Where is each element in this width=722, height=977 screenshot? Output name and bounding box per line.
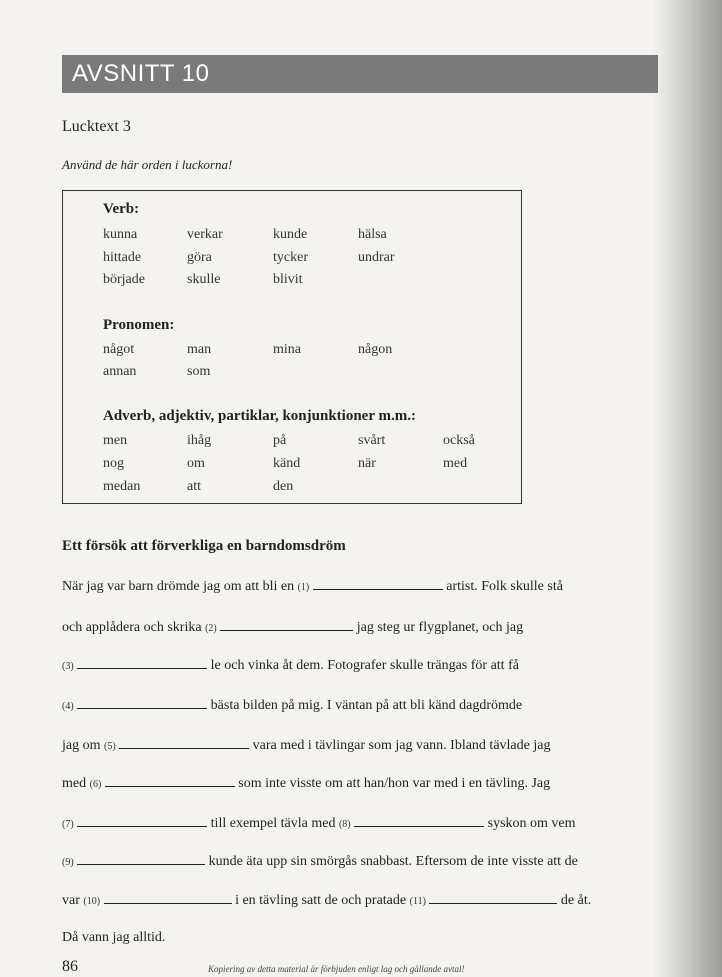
text-line [62, 891, 591, 909]
text-segment: de åt. [560, 893, 592, 908]
word: annan [103, 364, 137, 379]
section-banner [62, 55, 658, 93]
gap-number: (5) [104, 741, 116, 752]
word: om [187, 456, 205, 471]
text-segment: artist. Folk skulle stå [446, 579, 563, 594]
text-segment: till exempel tävla med [210, 816, 336, 831]
exercise-heading: Lucktext 3 [62, 118, 131, 135]
gap-number: (10) [83, 896, 101, 907]
text-segment: jag om [62, 738, 101, 753]
gap-blank-10[interactable] [104, 891, 232, 904]
instruction: Använd de här orden i luckorna! [62, 157, 233, 172]
gap-number: (7) [62, 819, 74, 830]
gap-number: (2) [205, 623, 217, 634]
word: verkar [187, 227, 223, 242]
text-segment: syskon om vem [487, 816, 576, 831]
word: den [273, 479, 294, 494]
text-segment: bästa bilden på mig. I väntan på att bli känd dagdrömde [210, 698, 523, 713]
text-segment: var [62, 893, 80, 908]
gap-blank-3[interactable] [77, 656, 207, 669]
gap-blank-9[interactable] [77, 852, 205, 865]
verb-title: Verb: [103, 201, 140, 217]
pronomen-title: Pronomen: [103, 317, 175, 333]
text-segment: jag steg ur flygplanet, och jag [356, 620, 524, 635]
word: på [273, 433, 287, 448]
copyright-note: Kopiering av detta material är förbjuden enligt lag och gällande avtal! [208, 964, 465, 974]
word: att [187, 479, 201, 494]
word: mina [273, 342, 301, 357]
text-line [62, 656, 519, 674]
text-title: Ett försök att förverkliga en barndomsdröm [62, 538, 346, 554]
adverb-title: Adverb, adjektiv, partiklar, konjunktioner m.m.: [103, 408, 416, 424]
word: ihåg [187, 433, 212, 448]
gap-number: (11) [409, 896, 426, 907]
text-line [62, 852, 578, 870]
gap-blank-11[interactable] [429, 891, 557, 904]
gap-number: (3) [62, 661, 74, 672]
text-line [62, 774, 550, 792]
word: hälsa [358, 227, 387, 242]
section-label: AVSNITT 10 [72, 60, 210, 87]
word: som [187, 364, 211, 379]
gap-blank-5[interactable] [119, 736, 249, 749]
word: började [103, 272, 145, 287]
word: nog [103, 456, 124, 471]
gap-number: (9) [62, 857, 74, 868]
text-line [62, 577, 563, 595]
text-segment: le och vinka åt dem. Fotografer skulle trängas för att få [210, 658, 519, 673]
gap-blank-8[interactable] [354, 814, 484, 827]
word: göra [187, 250, 212, 265]
gap-blank-4[interactable] [77, 696, 207, 709]
word: när [358, 456, 376, 471]
text-segment: med [62, 776, 87, 791]
text-segment: kunde äta upp sin smörgås snabbast. Eftersom de inte visste att de [208, 854, 578, 869]
gap-blank-1[interactable] [313, 577, 443, 590]
page-edge-shadow [652, 0, 722, 977]
text-segment: i en tävling satt de och pratade [235, 893, 407, 908]
text-line [62, 814, 576, 832]
word: undrar [358, 250, 395, 265]
word: blivit [273, 272, 303, 287]
word: med [443, 456, 468, 471]
text-segment: vara med i tävlingar som jag vann. Ibland tävlade jag [252, 738, 551, 753]
word: kunna [103, 227, 138, 242]
gap-number: (4) [62, 701, 74, 712]
text-line [62, 618, 523, 636]
word: men [103, 433, 128, 448]
page-number: 86 [62, 958, 78, 975]
text-line [62, 696, 522, 714]
word: medan [103, 479, 141, 494]
word: svårt [358, 433, 386, 448]
word: någon [358, 342, 393, 357]
gap-number: (8) [338, 819, 351, 830]
word: tycker [273, 250, 308, 265]
word-box [62, 190, 522, 504]
text-segment: och applådera och skrika [62, 620, 202, 635]
gap-number: (6) [89, 779, 102, 790]
gap-number: (1) [297, 582, 310, 593]
word: skulle [187, 272, 221, 287]
gap-blank-6[interactable] [105, 774, 235, 787]
gap-blank-2[interactable] [220, 618, 353, 631]
text-line-final: Då vann jag alltid. [62, 930, 166, 945]
text-segment: som inte visste om att han/hon var med i en tävling. Jag [238, 776, 551, 791]
word: man [187, 342, 212, 357]
text-line [62, 736, 550, 754]
word: kunde [273, 227, 308, 242]
word: känd [273, 456, 301, 471]
word: hittade [103, 250, 142, 265]
gap-blank-7[interactable] [77, 814, 207, 827]
text-segment: När jag var barn drömde jag om att bli en [62, 579, 295, 594]
word: också [443, 433, 475, 448]
word: något [103, 342, 135, 357]
